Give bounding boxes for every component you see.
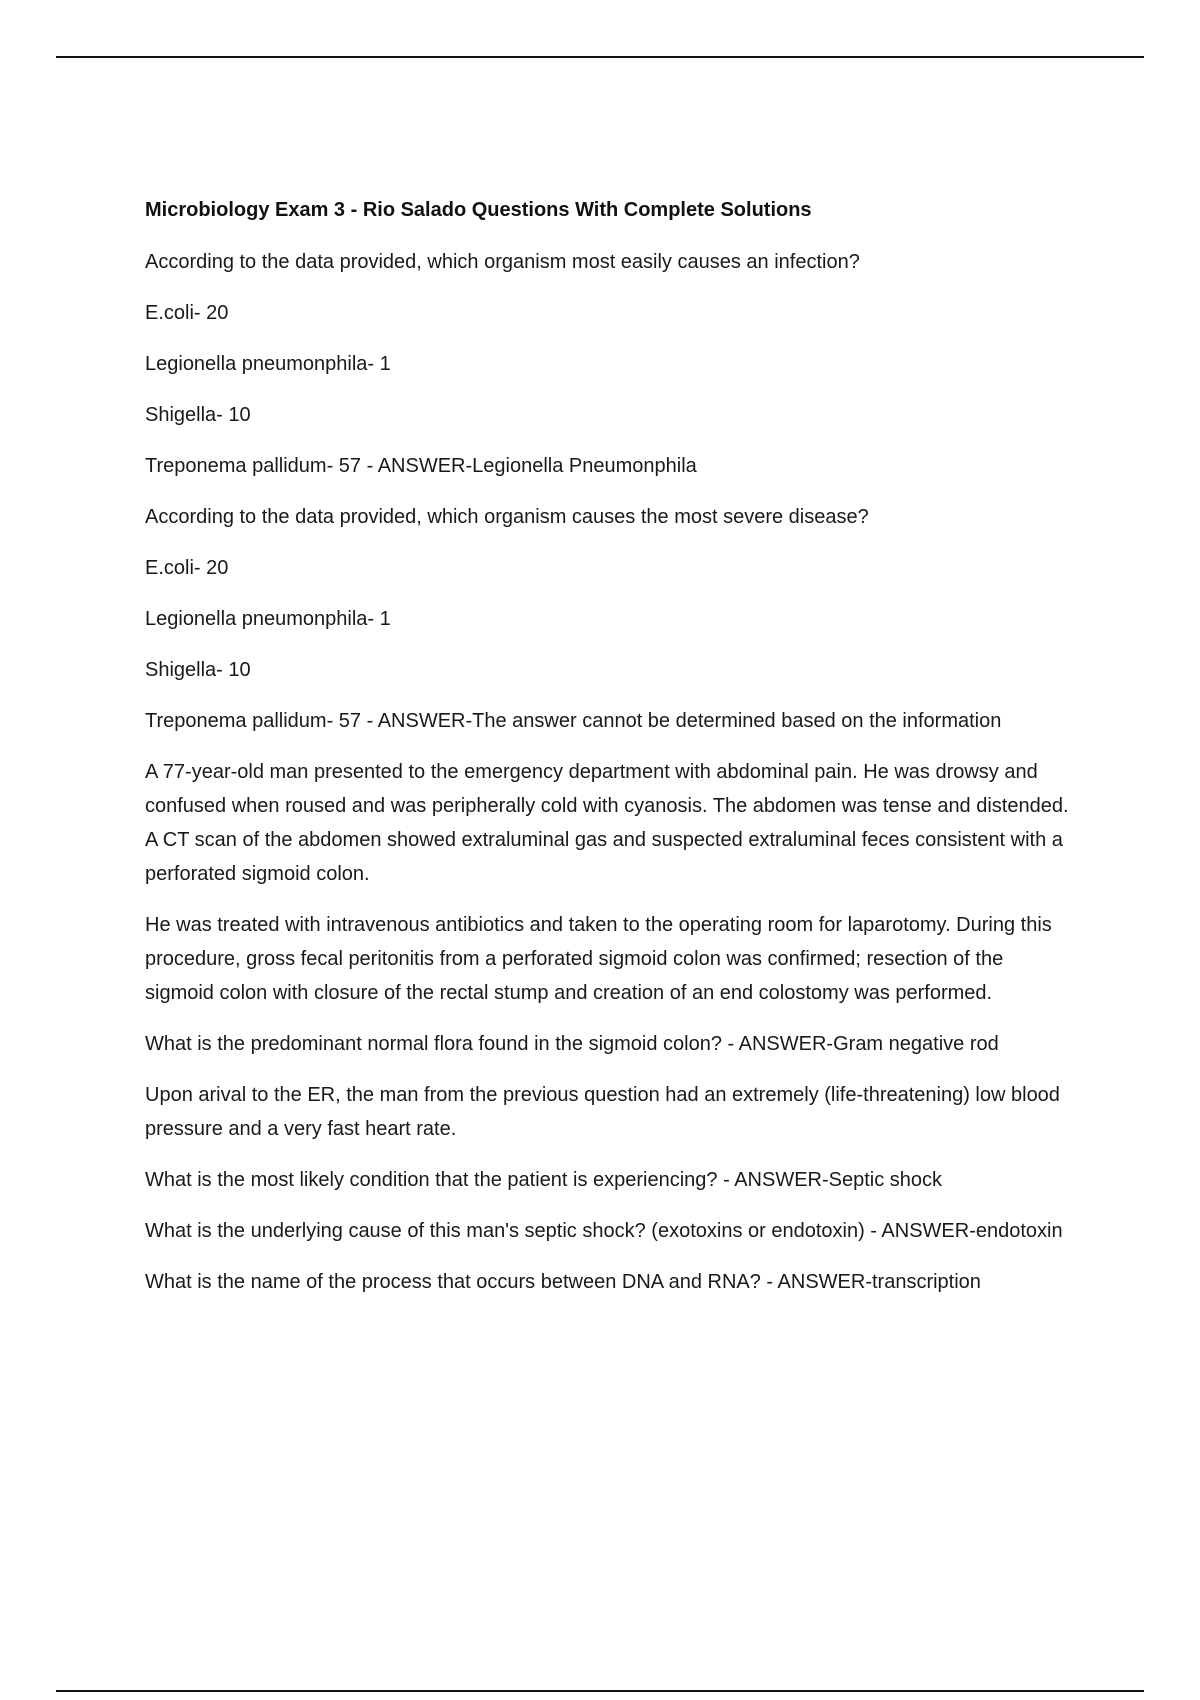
option-text: Shigella- 10 [145, 659, 251, 681]
option-text: Legionella pneumonphila- 1 [145, 353, 391, 375]
answer-text: Treponema pallidum- 57 - ANSWER-The answer cannot be determined based on the information [145, 710, 1002, 732]
option-text: Shigella- 10 [145, 404, 251, 426]
document-body [145, 195, 1075, 1316]
answer-text: What is the most likely condition that the patient is experiencing? - ANSWER-Septic shock [145, 1169, 943, 1191]
case-paragraph: A 77-year-old man presented to the emergency department with abdominal pain. He was drowsy and confused when roused and was peripherally cold with cyanosis. The abdomen was tense and distended. A CT scan of the abdomen showed extraluminal gas and suspected extraluminal feces consistent with a perforated sigmoid colon. [145, 761, 1069, 885]
answer-text: What is the predominant normal flora found in the sigmoid colon? - ANSWER-Gram negative rod [145, 1033, 999, 1055]
answer-text: What is the underlying cause of this man's septic shock? (exotoxins or endotoxin) - ANSWER-endotoxin [145, 1220, 1063, 1242]
answer-text: What is the name of the process that occurs between DNA and RNA? - ANSWER-transcription [145, 1271, 981, 1293]
case-paragraph: Upon arival to the ER, the man from the previous question had an extremely (life-threatening) low blood pressure and a very fast heart rate. [145, 1084, 1060, 1140]
option-text: E.coli- 20 [145, 557, 229, 579]
document-title: Microbiology Exam 3 - Rio Salado Questions With Complete Solutions [145, 199, 812, 221]
answer-text: Treponema pallidum- 57 - ANSWER-Legionella Pneumonphila [145, 455, 697, 477]
question-text: According to the data provided, which organism most easily causes an infection? [145, 251, 860, 273]
question-text: According to the data provided, which organism causes the most severe disease? [145, 506, 869, 528]
option-text: E.coli- 20 [145, 302, 229, 324]
option-text: Legionella pneumonphila- 1 [145, 608, 391, 630]
case-paragraph: He was treated with intravenous antibiotics and taken to the operating room for laparotomy. During this procedure, gross fecal peritonitis from a perforated sigmoid colon was confirmed; resection of the sigmoid colon with closure of the rectal stump and creation of an end colostomy was performed. [145, 914, 1052, 1004]
header-rule [56, 56, 1144, 58]
footer-rule [56, 1690, 1144, 1692]
